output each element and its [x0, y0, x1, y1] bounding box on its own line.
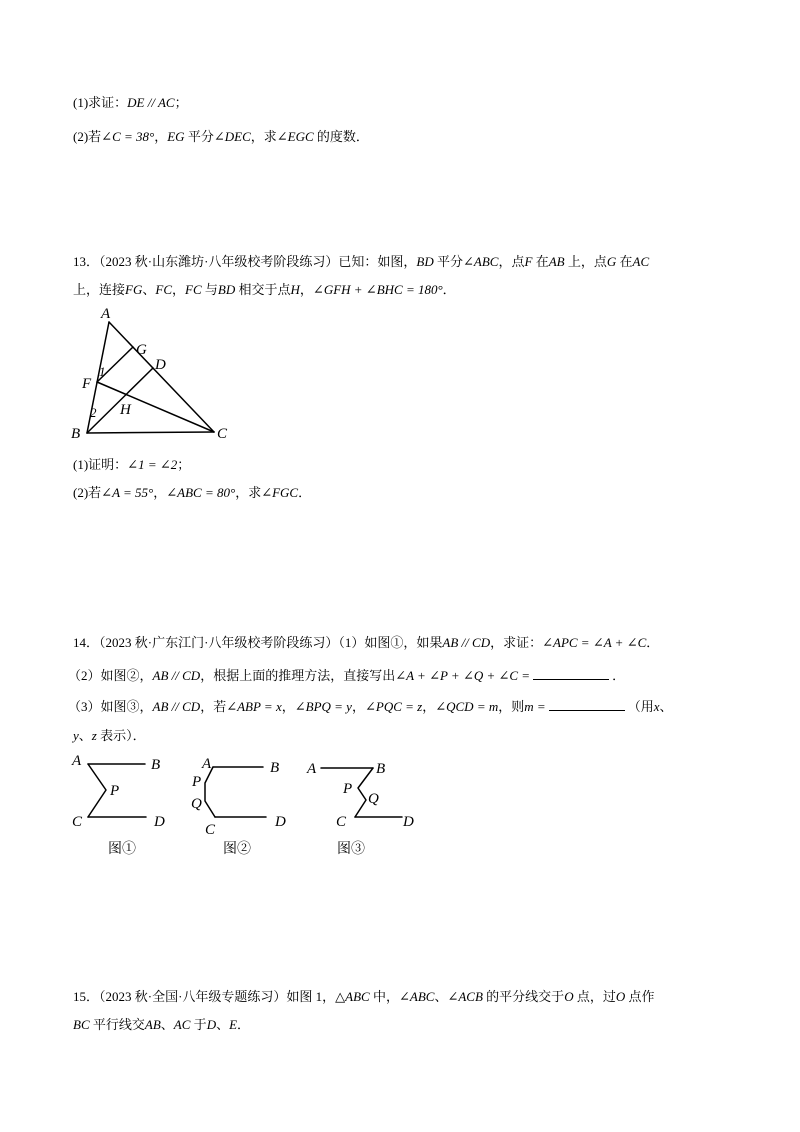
math-expression: ∠BPQ = y: [294, 699, 352, 714]
text-fragment: (2)若: [73, 485, 102, 500]
point-label-b: B: [376, 761, 386, 777]
math-expression: ∠C = 38°: [101, 129, 155, 144]
math-expression: ∠ABP = x: [226, 699, 282, 714]
segment-bd: [87, 368, 153, 433]
math-expression: △ABC: [335, 989, 370, 1004]
text-fragment: ，求: [235, 485, 262, 500]
text-fragment: （3）如图③，: [68, 699, 153, 714]
math-expression: ∠A = 55°: [101, 485, 154, 500]
math-expression: BD: [416, 254, 434, 269]
math-expression: AC: [173, 1017, 191, 1032]
q14-figure-1: [71, 753, 165, 857]
angle-label-2: 2: [90, 405, 97, 420]
point-label-a: A: [307, 761, 317, 777]
text-fragment: 平行线交: [89, 1017, 145, 1032]
point-label-p: P: [192, 774, 202, 790]
math-expression: AB: [144, 1017, 161, 1032]
text-fragment: ．: [298, 485, 312, 500]
text-fragment: 平分: [433, 254, 464, 269]
text-fragment: ，则: [498, 699, 525, 714]
text-fragment: （用: [627, 699, 654, 714]
text-fragment: 的度数．: [313, 129, 369, 144]
point-label-a: A: [72, 753, 82, 769]
point-label-d: D: [154, 814, 165, 830]
math-expression: AB // CD: [442, 635, 491, 650]
point-label-c: C: [72, 814, 83, 830]
text-fragment: 点，过: [573, 989, 616, 1004]
text-fragment: （2）如图②，: [68, 668, 153, 683]
math-expression: H: [290, 282, 300, 297]
q13-triangle-figure: [71, 306, 228, 442]
text-fragment: 点作: [625, 989, 655, 1004]
math-expression: FG: [125, 282, 143, 297]
math-expression: ∠GFH + ∠BHC = 180°: [312, 282, 443, 297]
text-fragment: ．: [646, 635, 660, 650]
point-label-c: C: [336, 814, 347, 830]
math-expression: ∠APC = ∠A + ∠C: [542, 635, 647, 650]
question-header: 13．（2023 秋·山东潍坊·八年级校考阶段练习）已知：如图，: [73, 254, 417, 269]
text-fragment: ，: [154, 129, 168, 144]
text-fragment: ，: [299, 282, 313, 297]
math-expression: F: [524, 254, 533, 269]
math-expression: ∠PQC = z: [364, 699, 423, 714]
text-fragment: 、: [160, 1017, 174, 1032]
math-expression: BD: [217, 282, 236, 297]
point-label-b: B: [151, 757, 161, 773]
point-label-p: P: [343, 781, 353, 797]
math-expression: G: [606, 254, 617, 269]
math-expression: FC: [155, 282, 172, 297]
math-expression: ∠FGC: [261, 485, 299, 500]
math-expression: EG: [167, 129, 185, 144]
q14-figure-2: [191, 756, 286, 857]
segment-fc: [97, 382, 214, 432]
text-fragment: 、: [216, 1017, 230, 1032]
question-header: 15．（2023 秋·全国·八年级专题练习）如图 1，: [73, 989, 336, 1004]
math-expression: DE // AC: [127, 95, 175, 110]
math-expression: AB // CD: [152, 668, 201, 683]
math-expression: x: [653, 699, 660, 714]
math-expression: y: [73, 728, 79, 743]
text-fragment: ．: [237, 1017, 251, 1032]
point-label-b: B: [270, 760, 280, 776]
text-fragment: 、: [78, 728, 92, 743]
text-fragment: 在: [532, 254, 549, 269]
text-fragment: ，点: [498, 254, 525, 269]
text-fragment: ，若: [200, 699, 227, 714]
q14-figure-3: [306, 761, 414, 857]
text-fragment: ；: [174, 95, 188, 110]
path-a-p-c: [88, 764, 106, 817]
math-expression: D: [206, 1017, 217, 1032]
text-fragment: 与: [201, 282, 218, 297]
point-label-h: H: [120, 402, 131, 418]
text-fragment: 在: [616, 254, 633, 269]
text-fragment: 、: [659, 699, 673, 714]
point-label-q: Q: [191, 796, 202, 812]
math-expression: ∠EGC: [276, 129, 314, 144]
math-expression: AB: [548, 254, 565, 269]
text-fragment: ．: [442, 282, 456, 297]
text-fragment: 上，点: [564, 254, 607, 269]
path-a-p-q-c: [205, 767, 215, 817]
point-label-c: C: [205, 822, 216, 838]
text-fragment: ，: [422, 699, 436, 714]
text-fragment: 表示）．: [96, 728, 146, 743]
math-expression: ∠ABC: [399, 989, 435, 1004]
point-label-g: G: [136, 342, 147, 358]
figure-caption: 图②: [223, 842, 251, 857]
point-label-c: C: [217, 426, 228, 442]
point-label-a: A: [101, 306, 111, 322]
text-fragment: (1)证明：: [73, 457, 128, 472]
text-fragment: ，: [351, 699, 365, 714]
text-fragment: 的平分线交于: [482, 989, 565, 1004]
text-fragment: ，: [281, 699, 295, 714]
math-expression: z: [91, 728, 97, 743]
point-label-a: A: [202, 756, 212, 772]
question-header: 14．（2023 秋·广东江门·八年级校考阶段练习）（1）如图①，如果: [73, 635, 443, 650]
segment-bc: [87, 432, 214, 433]
text-fragment: 中，: [369, 989, 399, 1004]
math-expression: ∠A + ∠P + ∠Q + ∠C =: [395, 668, 531, 683]
angle-label-1: 1: [99, 364, 106, 379]
text-fragment: 相交于点: [235, 282, 291, 297]
text-fragment: ；: [177, 457, 191, 472]
point-label-d: D: [275, 814, 286, 830]
point-label-b: B: [71, 426, 81, 442]
text-fragment: 平分: [184, 129, 214, 144]
point-label-d: D: [155, 357, 166, 373]
text-fragment: (1)求证：: [73, 95, 128, 110]
math-expression: AC: [632, 254, 650, 269]
math-expression: FC: [185, 282, 202, 297]
text-fragment: 、: [142, 282, 156, 297]
figure-caption: 图③: [337, 842, 365, 857]
math-expression: BC: [73, 1017, 90, 1032]
math-expression: O: [564, 989, 574, 1004]
math-expression: ∠DEC: [213, 129, 251, 144]
math-expression: O: [615, 989, 626, 1004]
text-fragment: ，根据上面的推理方法，直接写出: [200, 668, 396, 683]
point-label-f: F: [82, 376, 92, 392]
point-label-p: P: [110, 783, 120, 799]
text-fragment: ，求证：: [490, 635, 543, 650]
text-fragment: 上，连接: [73, 282, 126, 297]
math-expression: ∠ABC: [463, 254, 499, 269]
math-expression: AB // CD: [152, 699, 201, 714]
text-fragment: ，: [172, 282, 186, 297]
math-expression: m =: [524, 699, 546, 714]
math-expression: E: [229, 1017, 238, 1032]
text-fragment: (2)若: [73, 129, 102, 144]
point-label-d: D: [403, 814, 414, 830]
math-expression: ∠1 = ∠2: [127, 457, 178, 472]
figure-caption: 图①: [108, 842, 136, 857]
text-fragment: ，求: [250, 129, 277, 144]
math-expression: ∠ABC = 80°: [166, 485, 236, 500]
math-expression: ∠ACB: [447, 989, 483, 1004]
point-label-q: Q: [368, 791, 379, 807]
text-fragment: ，: [153, 485, 167, 500]
math-expression: ∠QCD = m: [435, 699, 499, 714]
text-fragment: 于: [190, 1017, 207, 1032]
text-fragment: 、: [434, 989, 448, 1004]
text-fragment: ．: [612, 668, 626, 683]
